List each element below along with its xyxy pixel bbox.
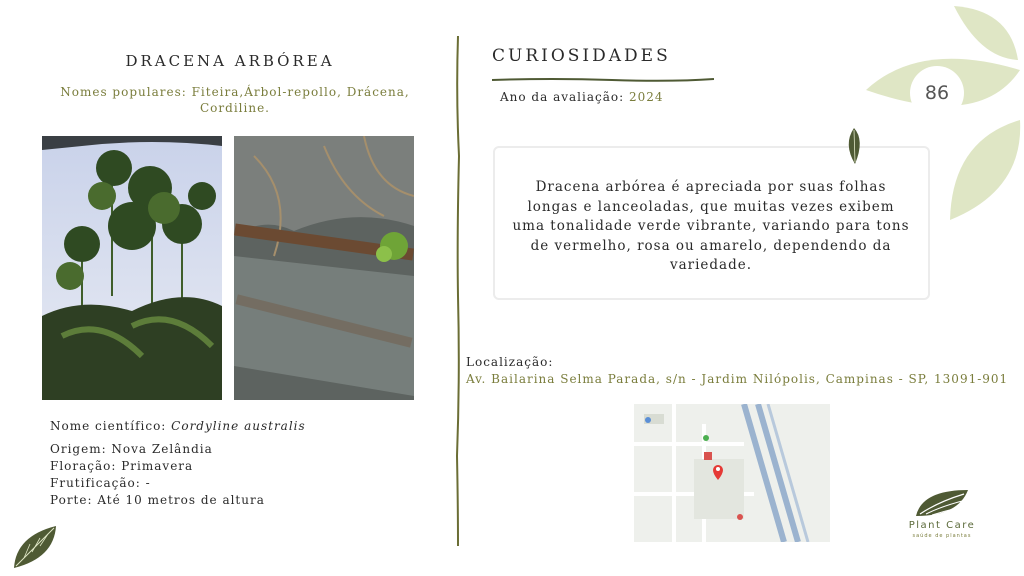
brand-tagline: saúde de plantas xyxy=(912,533,972,539)
brand-name: Plant Care xyxy=(908,520,976,531)
location-map[interactable] xyxy=(634,404,830,542)
plant-title: DRACENA ARBÓREA xyxy=(125,52,335,70)
curiosity-text: Dracena arbórea é apreciada por suas folhas longas e lanceoladas, que muitas vezes exibem uma tonalidade verde vibrante, variando para tons de vermelho, rosa ou amarelo, dependendo da variedade. xyxy=(512,179,910,274)
evaluation-year-value: 2024 xyxy=(628,90,664,104)
heading-underline xyxy=(492,68,714,74)
scientific-name: Nome científico: Cordyline australis xyxy=(50,419,306,433)
flowering: Floração: Primavera xyxy=(50,459,194,473)
location-label: Localização: xyxy=(466,355,554,369)
origin: Origem: Nova Zelândia xyxy=(50,442,213,456)
plant-photo-window xyxy=(234,136,414,400)
popular-names: Nomes populares: Fiteira,Árbol-repollo, Drácena, Cordiline. xyxy=(60,85,410,115)
fruiting: Frutificação: - xyxy=(50,476,151,490)
scientific-name-value: Cordyline australis xyxy=(171,419,306,433)
page-number-badge: 86 xyxy=(910,66,964,120)
plant-care-logo xyxy=(912,486,970,520)
curiosities-heading: CURIOSIDADES xyxy=(492,46,671,66)
size: Porte: Até 10 metros de altura xyxy=(50,493,265,507)
evaluation-year: Ano da avaliação: 2024 xyxy=(500,90,664,104)
plant-facts xyxy=(50,418,306,509)
location-address: Av. Bailarina Selma Parada, s/n - Jardim Nilópolis, Campinas - SP, 13091-901 xyxy=(466,372,1009,386)
leaf-icon xyxy=(10,522,60,572)
column-divider xyxy=(453,36,463,546)
plant-photo-tree xyxy=(42,136,222,400)
